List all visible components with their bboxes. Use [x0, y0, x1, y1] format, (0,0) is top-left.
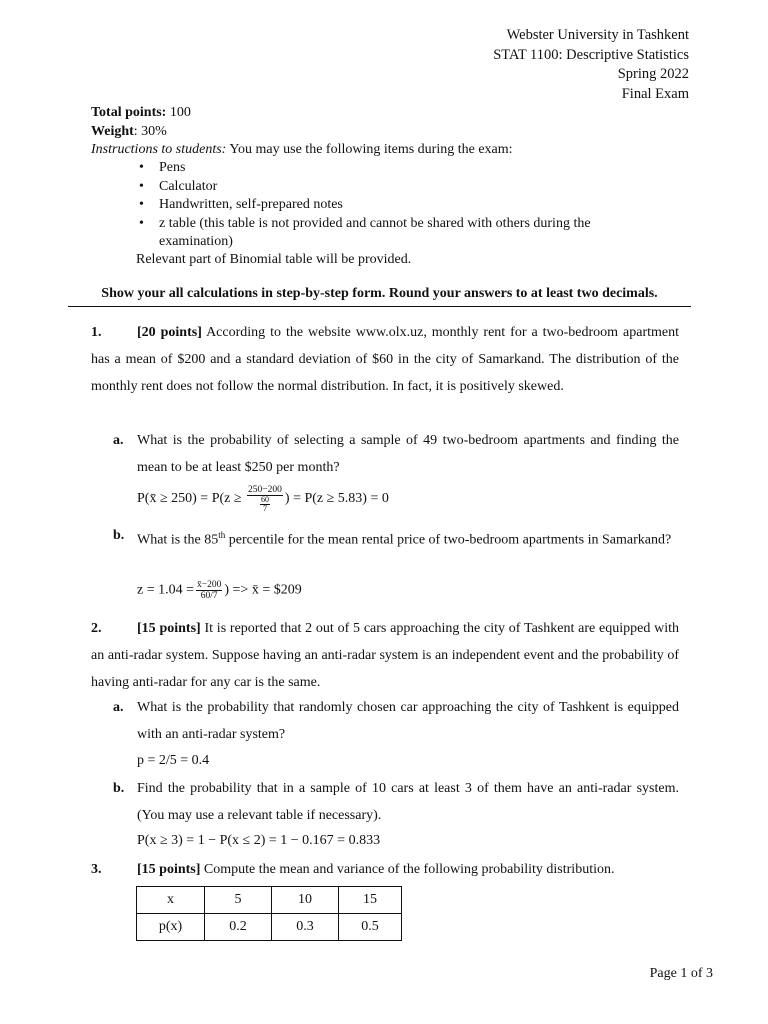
fraction-denominator — [247, 496, 283, 513]
answer-text-left: z = 1.04 = — [137, 582, 195, 598]
question-text: It is reported that 2 out of 5 cars approaching the city of Tashkent are equipped with an anti-radar system. Suppose having an anti-radar system is an independent event and the probability of having anti-radar for any car is the same. — [91, 621, 679, 690]
list-item: • Calculator — [139, 178, 659, 197]
allowed-items-list — [139, 159, 659, 252]
question-2a — [113, 694, 679, 748]
table-cell: x — [137, 887, 205, 914]
subquestion-letter: a. — [113, 700, 124, 715]
answer-text-right: ) = P(z ≥ 5.83) = 0 — [284, 491, 389, 507]
answer-text-right: ) => x̄ = $209 — [224, 582, 302, 598]
binomial-table-note: Relevant part of Binomial table will be provided. — [136, 252, 412, 267]
question-points: [20 points] — [137, 325, 202, 340]
question-1b — [113, 522, 679, 554]
question-text: Compute the mean and variance of the following probability distribution. — [200, 862, 615, 877]
question-1a — [113, 427, 679, 481]
table-cell: 0.2 — [205, 914, 272, 941]
question-points: [15 points] — [137, 862, 201, 877]
weight-value: : 30% — [133, 123, 167, 139]
inner-denominator: 7 — [262, 504, 267, 513]
subquestion-text: What is the probability of selecting a sample of 49 two-bedroom apartments and finding the mean to be at least $250 per month? — [137, 433, 679, 475]
answer-text-left: P(x̄ ≥ 250) = P(z ≥ — [137, 491, 246, 507]
total-points-value: 100 — [166, 105, 191, 120]
table-cell: 0.5 — [339, 914, 402, 941]
instructions-line — [91, 141, 513, 160]
table-cell: 0.3 — [272, 914, 339, 941]
total-points-line — [91, 104, 513, 123]
subquestion-text: What is the probability that randomly chosen car approaching the city of Tashkent is equipped with an anti-radar system? — [137, 700, 679, 742]
exam-name: Final Exam — [621, 85, 689, 102]
table-cell: p(x) — [137, 914, 205, 941]
exam-header — [493, 26, 689, 104]
instructions-label: Instructions to students: — [91, 142, 227, 157]
term: Spring 2022 — [617, 66, 689, 82]
table-row — [137, 914, 402, 941]
fraction — [196, 580, 222, 601]
subquestion-text — [137, 522, 679, 554]
question-2b — [113, 775, 679, 829]
question-points: [15 points] — [137, 621, 201, 636]
fraction — [247, 485, 283, 513]
question-number: 3. — [91, 862, 102, 877]
subquestion-text: Find the probability that in a sample of 10 cars at least 3 of them have an anti-radar system. (You may use a relevant table if necessary). — [137, 781, 679, 823]
probability-distribution-table — [136, 886, 402, 941]
table-row — [137, 887, 402, 914]
subquestion-letter: a. — [113, 433, 124, 448]
question-1 — [91, 319, 679, 400]
table-cell: 15 — [339, 887, 402, 914]
superscript: th — [218, 530, 226, 540]
exam-meta — [91, 104, 513, 160]
list-item: • Handwritten, self-prepared notes — [139, 196, 659, 215]
inner-numerator: 60 — [260, 495, 269, 504]
text-part: percentile for the mean rental price of two-bedroom apartments in Samarkand? — [225, 532, 672, 548]
answer-1a — [137, 485, 389, 513]
weight-label: Weight — [91, 123, 134, 139]
question-3 — [91, 856, 679, 883]
list-item: • Pens — [139, 159, 659, 178]
fraction-numerator: x̄−200 — [197, 580, 222, 590]
institution-name: Webster University in Tashkent — [506, 27, 689, 43]
fraction-numerator: 250−200 — [248, 485, 282, 495]
fraction-denominator: 60/7 — [200, 591, 218, 601]
list-item: • z table (this table is not provided and cannot be shared with others during the examination) — [139, 215, 659, 252]
weight-line — [91, 123, 513, 142]
answer-2b: P(x ≥ 3) = 1 − P(x ≤ 2) = 1 − 0.167 = 0.833 — [137, 833, 381, 848]
instructions-text: You may use the following items during the exam: — [226, 142, 513, 157]
inner-fraction — [260, 496, 270, 513]
table-cell: 5 — [205, 887, 272, 914]
question-2 — [91, 615, 679, 696]
question-number: 2. — [91, 621, 102, 636]
answer-1b — [137, 580, 302, 601]
page-number: Page 1 of 3 — [649, 966, 713, 981]
table-cell: 10 — [272, 887, 339, 914]
text-part: What is the 85 — [137, 532, 219, 548]
subquestion-letter: b. — [113, 781, 125, 796]
course-title: STAT 1100: Descriptive Statistics — [493, 46, 689, 63]
subquestion-letter: b. — [113, 528, 125, 543]
question-number: 1. — [91, 325, 102, 340]
calculation-instructions-banner: Show your all calculations in step-by-step form. Round your answers to at least two decimals. — [68, 286, 691, 307]
question-text: According to the website www.olx.uz, monthly rent for a two-bedroom apartment has a mean of $200 and a standard deviation of $60 in the city of Samarkand. The distribution of the monthly rent does not follow the normal distribution. In fact, it is positively skewed. — [91, 325, 679, 394]
answer-2a: p = 2/5 = 0.4 — [137, 753, 210, 768]
total-points-label: Total points: — [91, 105, 167, 120]
